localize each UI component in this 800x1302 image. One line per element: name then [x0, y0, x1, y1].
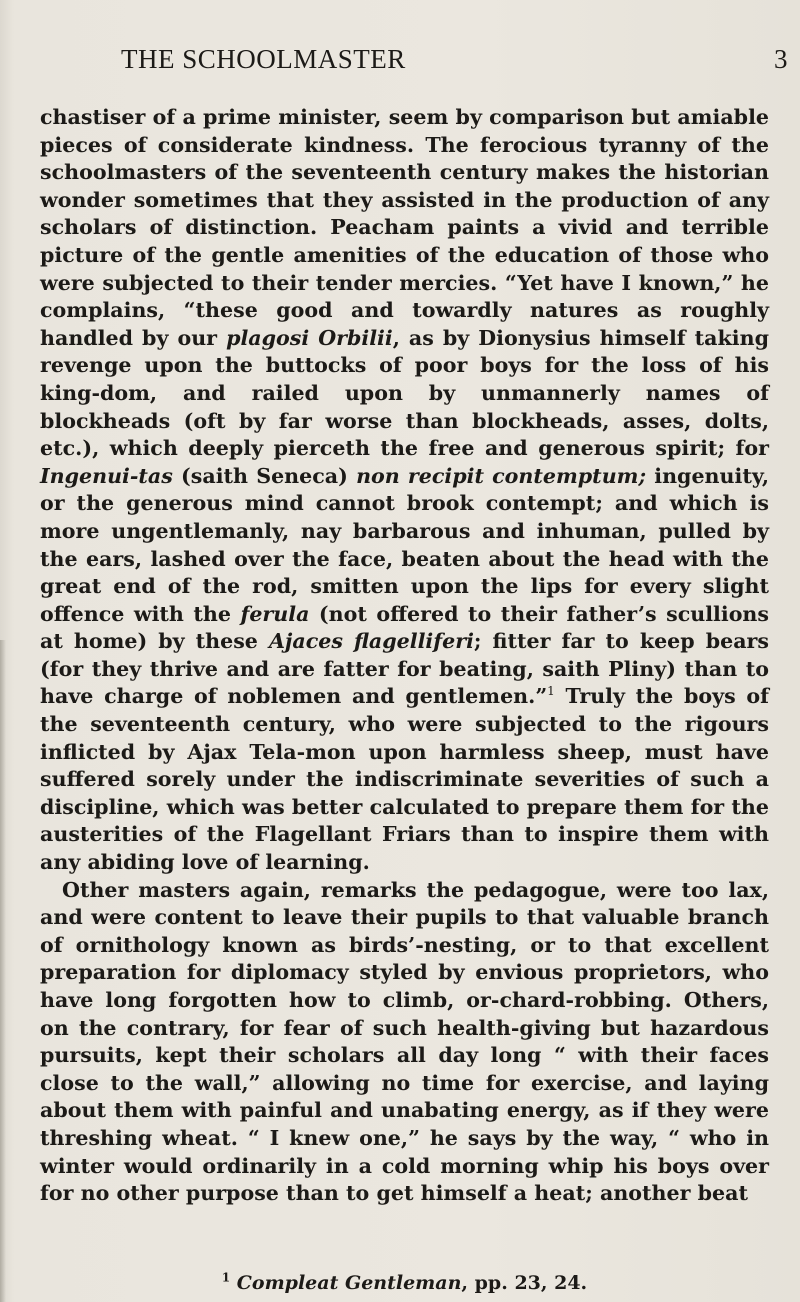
- text-run: ingenuity, or the generous mind cannot brook contempt; and which is more ungentlemanly, nay barbarous and inhuman, pulled by the ears, lashed over the face, beaten about the head with the great end of the rod, smitten upon the lips for every slight offence with the: [40, 463, 769, 626]
- italic-phrase: ferula: [240, 601, 310, 626]
- text-run: , as by Dionysius himself taking revenge upon the buttocks of poor boys for the loss of his king-dom, and railed upon by unmannerly names of blockheads (oft by far worse than blockheads, asses, dolts, etc.), which deeply pierceth the free and generous spirit; for: [40, 325, 769, 461]
- paragraph-1: [40, 104, 769, 877]
- running-title: THE SCHOOLMASTER: [121, 44, 406, 74]
- text-run: (saith Seneca): [172, 463, 357, 488]
- footnote-mark: 1: [221, 1270, 231, 1285]
- italic-phrase: Ingenui-tas: [40, 463, 173, 488]
- paragraph-2: [40, 877, 769, 1208]
- footnote-reference: 1: [547, 684, 555, 699]
- page-gutter-shadow: [0, 640, 6, 1302]
- italic-phrase: Ajaces flagelliferi: [268, 629, 474, 654]
- body-text: [40, 104, 769, 1208]
- text-run: ; fitter far to keep bears (for they thrive and are fatter for beating, saith Pliny) than to have charge of noblemen and gentlemen.”: [40, 629, 769, 709]
- text-run: Other masters again, remarks the pedagogue, were too lax, and were content to leave their pupils to that valuable branch of ornithology known as birds’-nesting, or to that excellent preparation for diplomacy styled by envious proprietors, who have long forgotten how to climb, or-chard-robbing. Others, on the contrary, for fear of such health-giving but hazardous pursuits, kept their scholars all day long “ with their faces close to the wall,” allowing no time for exercise, and laying about them with painful and unabating energy, as if they were threshing wheat. “ I knew one,” he says by the way, “ who in winter would ordinarily in a cold morning whip his boys over for no other purpose than to get himself a heat; another beat: [40, 877, 769, 1206]
- page-number: 3: [774, 44, 788, 74]
- text-run: (not offered to their father’s scullions at home) by these: [40, 601, 769, 654]
- text-run: chastiser of a prime minister, seem by comparison but amiable pieces of considerate kindness. The ferocious tyranny of the schoolmasters of the seventeenth century makes the historian wonder sometimes that they assisted in the production of any scholars of distinction. Peacham paints a vivid and terrible picture of the gentle amenities of the education of those who were subjected to their tender mercies. “Yet have I known,” he complains, “these good and towardly natures as roughly handled by our: [40, 105, 769, 350]
- footnote: [40, 1271, 769, 1295]
- footnote-pages: , pp. 23, 24.: [461, 1272, 588, 1294]
- italic-phrase: plagosi Orbilii: [226, 325, 393, 350]
- footnote-title: Compleat Gentleman: [236, 1272, 462, 1294]
- italic-phrase: non recipit contemptum;: [356, 463, 647, 488]
- page-header: [0, 44, 800, 84]
- text-run: Truly the boys of the seventeenth century, who were subjected to the rigours inflicted by Ajax Tela-mon upon harmless sheep, must have suffered sorely under the indiscriminate severities of such a discipline, which was better calculated to prepare them for the austerities of the Flagellant Friars than to inspire them with any abiding love of learning.: [40, 684, 769, 875]
